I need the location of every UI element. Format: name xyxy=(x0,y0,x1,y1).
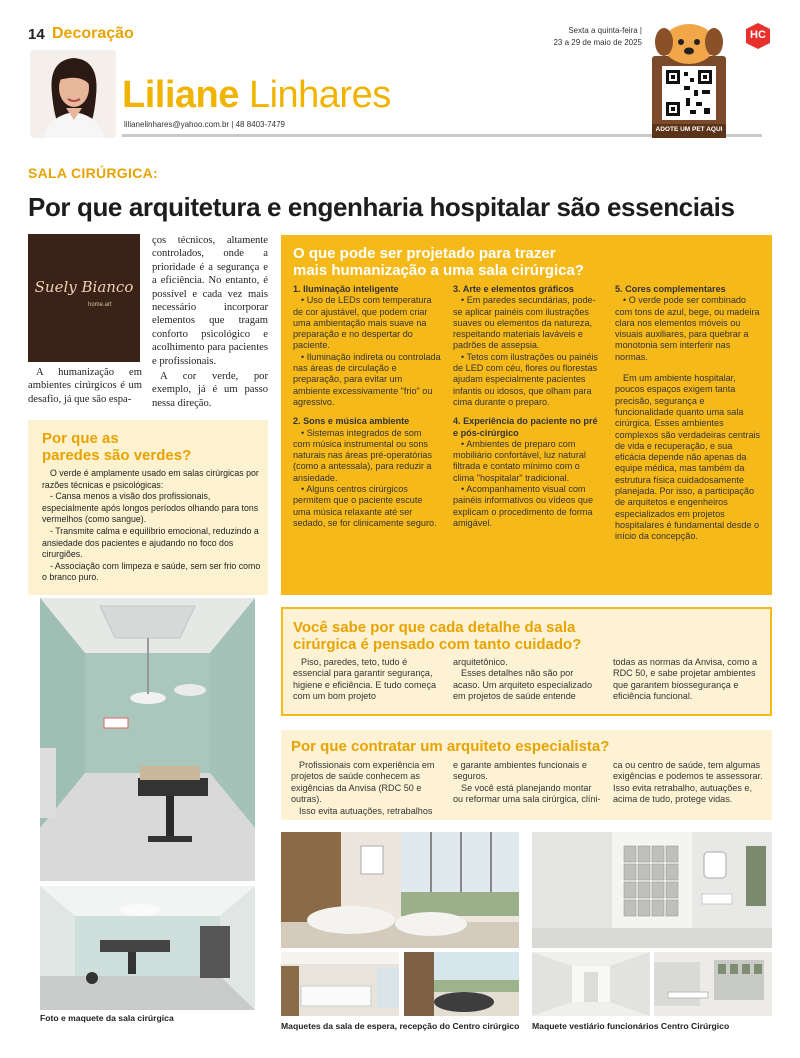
hire-c2b: Se você está planejando montar ou reformar uma sala cirúrgica, clíni- xyxy=(453,782,601,805)
humanization-col-2 xyxy=(453,284,603,529)
detail-title-l1: Você sabe por que cada detalhe da sala xyxy=(293,619,576,636)
locker-bench-render xyxy=(654,952,772,1016)
humanization-col-3 xyxy=(615,284,763,543)
waiting-room-render xyxy=(281,832,519,948)
art-p2: • Tetos com ilustrações ou painéis de LED com céu, flores ou florestas ajudam especialmente pacientes infantis ou idosos, que olham para cima durante o preparo. xyxy=(453,351,598,407)
author-contact: lilianelinhares@yahoo.com.br | 48 8403-7479 xyxy=(124,120,285,129)
reception-render xyxy=(281,952,399,1016)
hire-c1a: Profissionais com experiência em projetos de saúde conhecem as exigências da Anvisa (RDC 50 e outras). xyxy=(291,760,435,805)
green-walls-title-l1: Por que as xyxy=(42,430,119,447)
lighting-title: 1. Iluminação inteligente xyxy=(293,284,399,294)
article-kicker: SALA CIRÚRGICA: xyxy=(28,165,158,181)
colors-title: 5. Cores complementares xyxy=(615,284,726,294)
detail-c3: todas as normas da Anvisa, como a RDC 50, e sabe projetar ambientes que garantem biossegurança e eficiência funcional. xyxy=(613,657,758,702)
green-walls-p3: - Transmite calma e equilíbrio emocional, reduzindo a ansiedade dos pacientes e ajudando no foco dos cirurgiões. xyxy=(42,525,259,560)
lighting-p2: • Iluminação indireta ou controlada nas áreas de circulação e preparação, para evitar um ambiente excessivamente "frio" ou agressivo. xyxy=(293,351,441,407)
experience-p1: • Ambientes de preparo com mobiliário confortável, luz natural filtrada e contato mínimo com o clima "hospitalar" tradicional. xyxy=(453,438,586,483)
article-headline: Por que arquitetura e engenharia hospitalar são essenciais xyxy=(28,192,735,222)
brand-ad-logo xyxy=(28,234,140,362)
hire-col-1 xyxy=(291,760,441,817)
intro-paragraph-b2: A cor verde, por exemplo, já é um passo nessa direção. xyxy=(152,371,268,409)
brand-logo-text: HC xyxy=(750,29,766,41)
edition-date xyxy=(553,25,642,49)
detail-col-3 xyxy=(613,657,765,703)
humanization-title-l1: O que pode ser projetado para trazer xyxy=(293,245,556,262)
lighting-p1: • Uso de LEDs com temperatura de cor ajustável, que podem criar uma ambientação mais suave na preparação e no despertar do paciente. xyxy=(293,295,432,351)
detail-c2b: Esses detalhes não são por acaso. Um arquiteto especializado em projetos de saúde entende xyxy=(453,668,593,702)
adopt-pet-label: ADOTE UM PET AQUI xyxy=(655,126,723,133)
section-title: Decoração xyxy=(52,25,134,42)
locker-corridor-render xyxy=(532,952,650,1016)
detail-title-l2: cirúrgica é pensado com tanto cuidado? xyxy=(293,636,582,653)
hire-col-3 xyxy=(613,760,765,806)
operating-room-photo xyxy=(40,598,255,881)
art-title: 3. Arte e elementos gráficos xyxy=(453,284,574,294)
art-p1: • Em paredes secundárias, pode-se aplicar painéis com ilustrações suaves ou elementos da natureza, respeitando materiais laváveis e padrões de assepsia. xyxy=(453,295,596,351)
author-last: Linhares xyxy=(248,74,391,116)
hire-col-2 xyxy=(453,760,603,806)
green-walls-p4: - Associação com limpeza e saúde, sem ser frio como o branco puro. xyxy=(42,560,261,583)
humanization-title xyxy=(293,245,584,279)
waiting-room-caption: Maquetes da sala de espera, recepção do Centro cirúrgico xyxy=(281,1021,520,1031)
green-walls-title xyxy=(42,430,191,464)
hire-c1b: Isso evita autuações, retrabalhos xyxy=(299,805,433,816)
intro-column-b xyxy=(152,234,268,410)
humanization-box xyxy=(281,235,772,595)
sound-title: 2. Sons e música ambiente xyxy=(293,416,410,427)
humanization-col-1 xyxy=(293,284,441,529)
author-first: Liliane xyxy=(122,74,239,116)
detail-c2a: arquitetônico. xyxy=(453,657,508,667)
hire-architect-box xyxy=(281,730,772,820)
experience-p2: • Acompanhamento visual com painéis informativos ou vídeos que explicam o procedimento de forma amigável. xyxy=(453,484,594,528)
detail-col-2 xyxy=(453,657,601,703)
detail-box xyxy=(281,607,772,716)
humanization-title-l2: mais humanização a uma sala cirúrgica? xyxy=(293,262,584,279)
author-name xyxy=(122,74,391,117)
adopt-pet-ad[interactable] xyxy=(646,18,732,140)
date-line-2: 23 a 29 de maio de 2025 xyxy=(553,38,642,47)
detail-col-1 xyxy=(293,657,441,703)
experience-title: 4. Experiência do paciente no pré e pós-cirúrgico xyxy=(453,416,598,438)
green-walls-p1: O verde é amplamente usado em salas cirúrgicas por razões técnicas e psicológicas: xyxy=(42,468,259,490)
intro-paragraph-b1: ços técnicos, altamente controlados, onde a prioridade é a segurança e a eficiência. No entanto, é possível e cada vez mais necessário incorporar elementos que tragam conforto psicológico e acolhimento para pacientes e profissionais. xyxy=(152,235,268,367)
brand-logo xyxy=(744,22,772,50)
hire-c3: ca ou centro de saúde, tem algumas exigências e podemos te assessorar. Isso evita retrabalho, autuações e, acima de tudo, protege vidas. xyxy=(613,760,763,805)
intro-paragraph-a: A humanização em ambientes cirúrgicos é um desafio, já que são espa- xyxy=(28,367,142,405)
green-walls-p2: - Cansa menos a visão dos profissionais, especialmente após longos períodos olhando para tons vermelhos (como sangue). xyxy=(42,491,259,525)
author-portrait xyxy=(30,50,116,138)
sound-p1: • Sistemas integrados de som com música instrumental ou sons naturais nas áreas pré-operatórias (como a antessala), para reduzir a ansiedade. xyxy=(293,427,433,483)
green-walls-box xyxy=(28,420,268,595)
detail-title xyxy=(293,619,581,653)
green-walls-title-l2: paredes são verdes? xyxy=(42,447,192,464)
lounge-render xyxy=(404,952,519,1016)
green-walls-text xyxy=(42,468,262,584)
sound-p2: • Alguns centros cirúrgicos permitem que o paciente escute uma música relaxante até ser sedado, se for clinicamente seguro. xyxy=(293,484,437,528)
photo-caption: Foto e maquete da sala cirúrgica xyxy=(40,1013,174,1023)
locker-room-caption: Maquete vestiário funcionários Centro Cirúrgico xyxy=(532,1021,730,1031)
brand-ad-script: Suely Bianco xyxy=(34,278,134,296)
detail-c1: Piso, paredes, teto, tudo é essencial para garantir segurança, higiene e eficiência. E tudo começa com um bom projeto xyxy=(293,657,437,702)
brand-ad-sub: home.art xyxy=(88,302,112,308)
colors-p2: Em um ambiente hospitalar, poucos espaços exigem tanta precisão, segurança e funcionalidade quanto uma sala cirúrgica. Esses ambientes complexos são verdadeiras centrais de vida e recuperação, e sua eficácia depende não apenas da equipe médica, mas também da estrutura física cuidadosamente planejada. Por isso, a participação de arquitetos e engenheiros especializados em projetos hospitalares é fundamental desde o início da concepção. xyxy=(615,373,761,542)
colors-p1: • O verde pode ser combinado com tons de azul, bege, ou madeira clara nos elementos móveis ou visuais auxiliares, para quebrar a monotonia sem interferir nas normas. xyxy=(615,295,760,362)
operating-room-model xyxy=(40,886,255,1010)
hire-title: Por que contratar um arquiteto especialista? xyxy=(291,738,610,755)
locker-room-render xyxy=(532,832,772,948)
date-line-1: Sexta a quinta-feira | xyxy=(568,26,642,35)
hire-c2a: e garante ambientes funcionais e seguros. xyxy=(453,760,587,782)
page-number: 14 xyxy=(28,26,45,43)
